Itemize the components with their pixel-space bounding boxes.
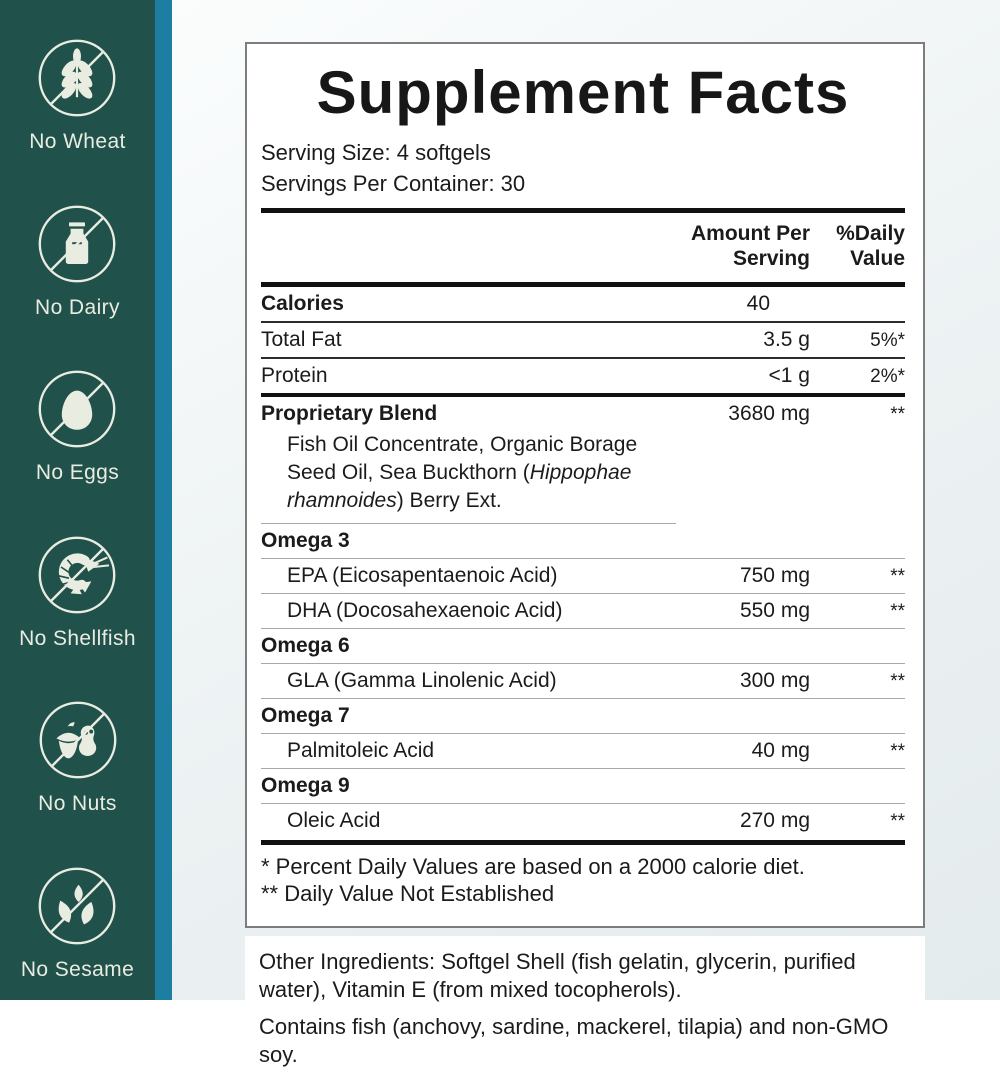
table-row: DHA (Docosahexaenoic Acid) 550 mg **: [261, 594, 905, 629]
table-row: Palmitoleic Acid 40 mg **: [261, 734, 905, 769]
accent-strip: [155, 0, 172, 1000]
table-row: Oleic Acid 270 mg **: [287, 808, 905, 832]
contains-text: Contains fish (anchovy, sardine, mackerel, tilapia) and non-GMO soy.: [259, 1013, 889, 1067]
footnote-daily-values: * Percent Daily Values are based on a 2000 calorie diet.: [261, 853, 805, 879]
main-content: [172, 0, 1000, 1067]
allergen-label: No Nuts: [38, 792, 117, 816]
allergen-no-sesame: [21, 866, 134, 982]
proprietary-blend-description: Fish Oil Concentrate, Organic Borage Seed Oil, Sea Buckthorn (Hippophae rhamnoides) Berry Ext.: [261, 431, 676, 524]
table-row: Proprietary Blend 3680 mg **: [261, 402, 905, 425]
table-column-headers: [261, 213, 905, 282]
page-title: Supplement Facts: [316, 59, 850, 126]
table-row: Total Fat 3.5 g 5%*: [261, 323, 905, 359]
footnotes: [261, 845, 905, 914]
other-ingredients-text: Other Ingredients: Softgel Shell (fish gelatin, glycerin, purified water), Vitamin E (from mixed tocopherols).: [259, 948, 856, 1002]
allergen-label: No Wheat: [29, 130, 126, 153]
no-sesame-icon: [37, 866, 117, 946]
allergen-label: No Eggs: [35, 461, 120, 485]
allergen-no-shellfish: [19, 535, 136, 651]
allergen-sidebar: [0, 0, 155, 1000]
section-header-row: Omega 9: [261, 769, 905, 804]
servings-per-container-text: Servings Per Container: 30: [261, 171, 526, 197]
facts-rows: [261, 287, 905, 838]
section-header-row: Omega 7: [261, 699, 905, 734]
allergen-no-eggs: [36, 369, 119, 485]
no-shellfish-icon: [37, 535, 117, 615]
table-row: Calories 40: [261, 287, 905, 323]
other-ingredients-panel: [245, 936, 925, 1083]
no-dairy-icon: [37, 204, 117, 284]
allergen-label: No Dairy: [35, 295, 120, 319]
serving-size-text: Serving Size: 4 softgels: [261, 140, 491, 165]
daily-value-header: %Daily Value: [836, 222, 905, 271]
table-row: Protein <1 g 2%*: [261, 359, 905, 397]
section-header-row: Omega 6: [261, 629, 905, 664]
no-eggs-icon: [37, 369, 117, 449]
table-row: EPA (Eicosapentaenoic Acid) 750 mg **: [261, 559, 905, 594]
supplement-facts-panel: [245, 42, 925, 928]
no-nuts-icon: [38, 700, 118, 780]
allergen-label: No Shellfish: [19, 626, 136, 650]
allergen-label: No Sesame: [20, 957, 135, 981]
footnote-dv-not-established: ** Daily Value Not Established: [261, 881, 555, 907]
amount-per-serving-header: Amount Per Serving: [690, 222, 810, 271]
allergen-no-wheat: [29, 38, 126, 154]
table-row: GLA (Gamma Linolenic Acid) 300 mg **: [261, 664, 905, 699]
allergen-no-nuts: [38, 700, 118, 816]
section-header-row: Omega 3: [261, 524, 905, 559]
allergen-no-dairy: [35, 204, 120, 320]
no-wheat-icon: [37, 38, 117, 118]
